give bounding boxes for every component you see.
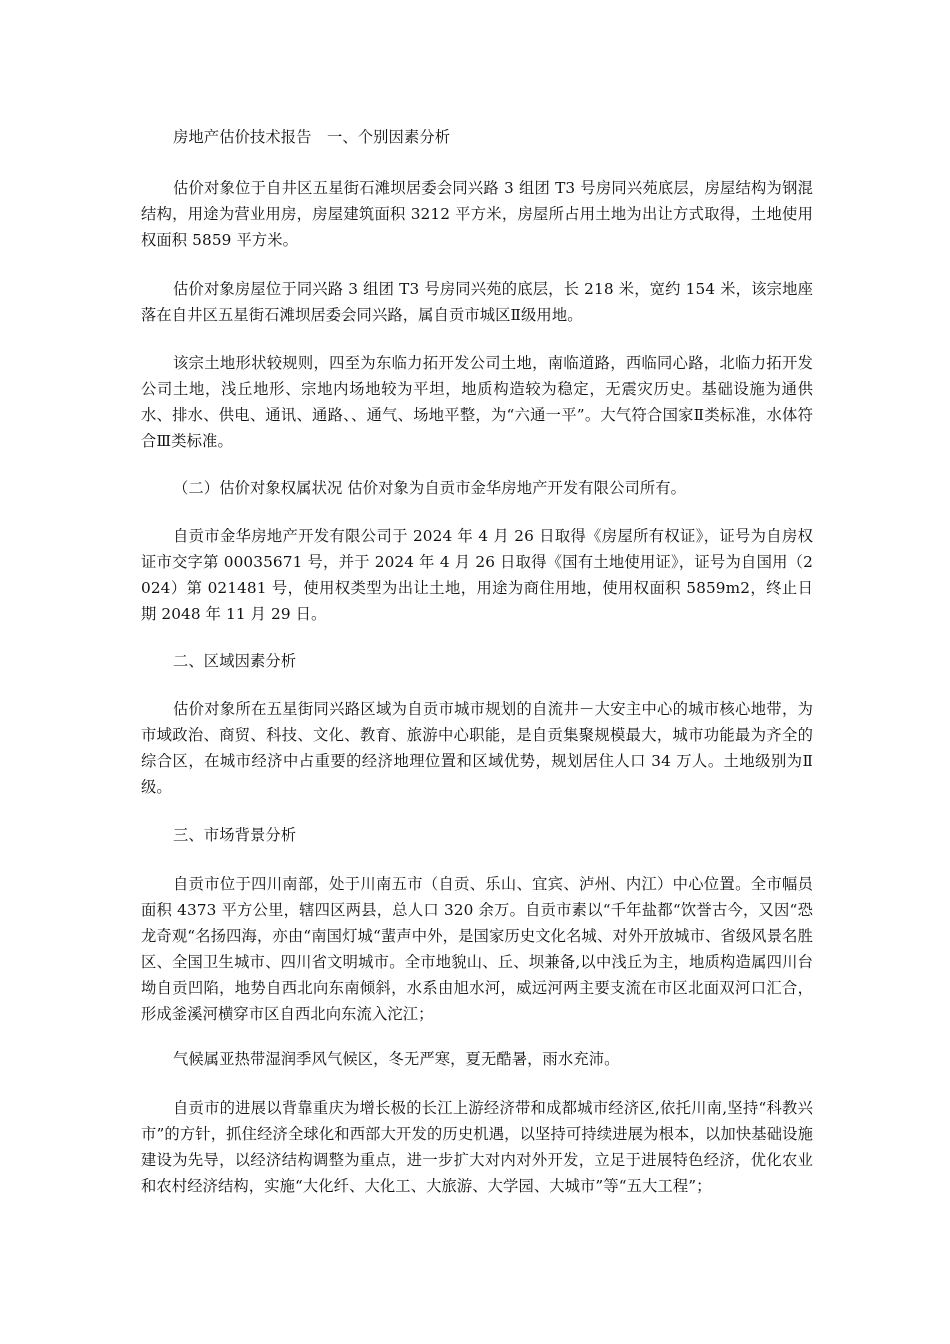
section-market-heading: 三、市场背景分析 [173, 826, 297, 844]
section-ownership-heading: （二）估价对象权属状况 估价对象为自贡市金华房地产开发有限公司所有。 [173, 479, 687, 497]
paragraph-climate: 气候属亚热带湿润季风气候区，冬无严寒，夏无酷暑，雨水充沛。 [173, 1050, 620, 1068]
paragraph-building-dimensions: 估价对象房屋位于同兴路 3 组团 T3 号房同兴苑的底层，长 218 米，宽约 154 米，该宗地座落在自井区五星街石滩坝居委会同兴路，属自贡市城区Ⅱ级用地。 [141, 280, 813, 324]
paragraph-regional-factors: 估价对象所在五星街同兴路区域为自贡市城市规划的自流井－大安主中心的城市核心地带，为市域政治、商贸、科技、文化、教育、旅游中心职能，是自贡集聚规模最大，城市功能最为齐全的综合区，在城市经济中占重要的经济地理位置和区域优势，规划居住人口 34 万人。土地级别为Ⅱ级。 [141, 700, 813, 796]
paragraph-ownership-certificates: 自贡市金华房地产开发有限公司于 2024 年 4 月 26 日取得《房屋所有权证》，证号为自房权证市交字第 00035671 号，并于 2024 年 4 月 26 日取得《国有土地使用证》，证号为自国用（2024）第 021481 号，使用权类型为出让土地，用途为商住用地，使用权面积 5859m2，终止日期 2048 年 11 月 29 日。 [141, 527, 813, 623]
paragraph-city-overview: 自贡市位于四川南部，处于川南五市（自贡、乐山、宜宾、泸州、内江）中心位置。全市幅员面积 4373 平方公里，辖四区两县，总人口 320 余万。自贡市素以“千年盐都“饮誉古今，又因“恐龙奇观“名扬四海，亦由“南国灯城“蜚声中外，是国家历史文化名城、对外开放城市、省级风景名胜区、全国卫生城市、四川省文明城市。全市地貌山、丘、坝兼备,以中浅丘为主，地质构造属四川台坳自贡凹陷，地势自西北向东南倾斜，水系由旭水河，威远河两主要支流在市区北面双河口汇合，形成釜溪河横穿市区自西北向东流入沱江； [141, 875, 813, 1023]
paragraph-property-location: 估价对象位于自井区五星街石滩坝居委会同兴路 3 组团 T3 号房同兴苑底层，房屋结构为钢混结构，用途为营业用房，房屋建筑面积 3212 平方米，房屋所占用土地为出让方式取得，土地使用权面积 5859 平方米。 [141, 179, 813, 249]
report-title-heading: 房地产估价技术报告 一、个别因素分析 [173, 128, 451, 146]
paragraph-development-strategy: 自贡市的进展以背靠重庆为增长极的长江上游经济带和成都城市经济区,依托川南,坚持“科教兴市”的方针，抓住经济全球化和西部大开发的历史机遇，以坚持可持续进展为根本，以加快基础设施建设为先导，以经济结构调整为重点，进一步扩大对内对外开发，立足于进展特色经济，优化农业和农村经济结构，实施“大化纤、大化工、大旅游、大学园、大城市”等“五大工程”； [141, 1099, 813, 1195]
paragraph-land-condition: 该宗土地形状较规则，四至为东临力拓开发公司土地，南临道路，西临同心路，北临力拓开发公司土地，浅丘地形、宗地内场地较为平坦，地质构造较为稳定，无震灾历史。基础设施为通供水、排水、供电、通讯、通路、、通气、场地平整，为“六通一平”。大气符合国家Ⅱ类标准，水体符合Ⅲ类标准。 [141, 354, 813, 450]
section-regional-heading: 二、区域因素分析 [173, 652, 297, 670]
